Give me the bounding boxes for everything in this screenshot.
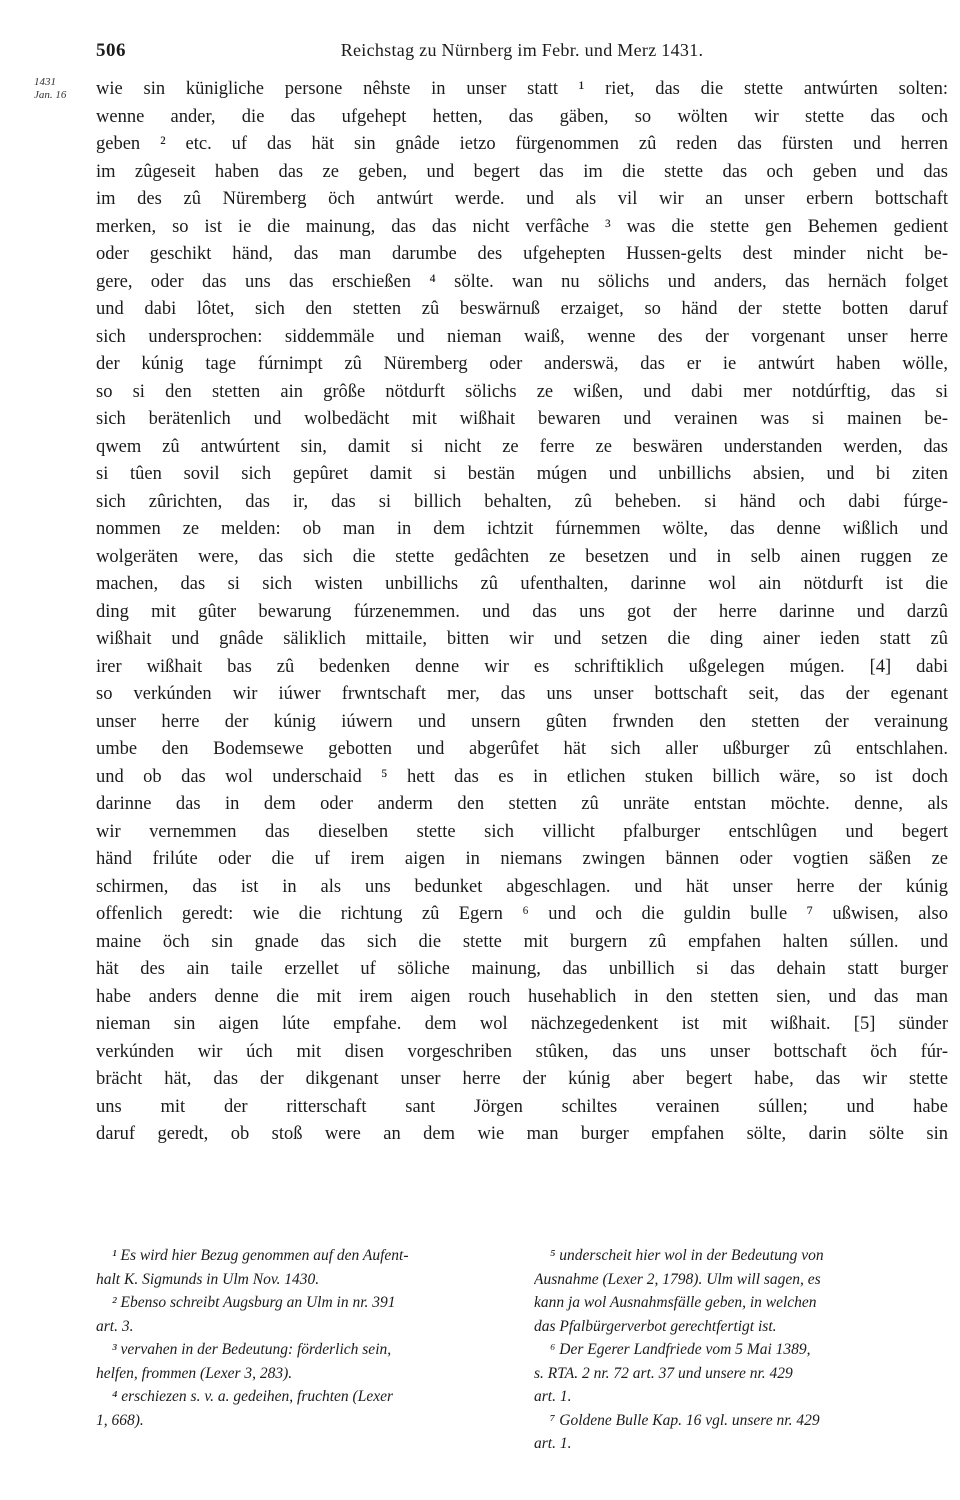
text-line: offenlich geredt: wie die richtung zû Egern ⁶ und och die guldin bulle ⁷ ußwisen, also <box>96 904 948 924</box>
text-line: habe anders denne die mit irem aigen rouch husehablich in den stetten sien, und das man <box>96 986 948 1007</box>
footnote-line: ¹ Es wird hier Bezug genommen auf den Aufent- <box>112 1247 409 1264</box>
footnote-line: ² Ebenso schreibt Augsburg an Ulm in nr. 391 <box>112 1294 396 1311</box>
footnote-line: art. 3. <box>96 1317 134 1335</box>
footnote-line: 1, 668). <box>96 1411 144 1429</box>
text-line: im zûgeseit haben das ze geben, und begert das im die stette das och geben und das <box>96 161 948 182</box>
text-line: oder geschikt händ, das man darumbe des ufgehepten Hussen-gelts dest minder nicht be- <box>96 244 948 264</box>
text-line: irer wißhait bas zû bedenken denne wir es schriftiklich ußgelegen múgen. [4] dabi <box>96 656 948 677</box>
text-line: qwem zû antwúrtent sin, damit si nicht ze ferre ze beswären understanden werden, das <box>96 436 948 457</box>
margin-date-note <box>34 76 90 102</box>
text-line: im des zû Nüremberg öch antwúrt werde. und als vil wir an unser erbern bottschaft <box>96 189 948 209</box>
margin-day: Jan. 16 <box>34 89 67 101</box>
text-line: verkúnden wir úch mit disen vorgeschriben stûken, das uns unser bottschaft öch fúr- <box>96 1041 948 1062</box>
text-line: händ frilúte oder die uf irem aigen in niemans zwingen bännen oder vogtien säßen ze <box>96 849 948 869</box>
text-line: sich zûrichten, das ir, das si billich behalten, zû beheben. si händ och dabi fúrge- <box>96 491 948 512</box>
text-line: und dabi lôtet, sich den stetten zû beswärnuß erzaiget, so händ der stette botten daruf <box>96 299 948 319</box>
text-line: maine öch sin gnade das sich die stette mit burgern zû empfahen halten súllen. und <box>96 931 948 952</box>
page-header <box>96 40 948 66</box>
text-line: wie sin künigliche persone nêhste in unser statt ¹ riet, das die stette antwúrten solten: <box>96 79 948 99</box>
running-title: Reichstag zu Nürnberg im Febr. und Merz 1431. <box>340 40 704 60</box>
footnote-line: ⁷ Goldene Bulle Kap. 16 vgl. unsere nr. 429 <box>550 1411 820 1429</box>
footnote-line: helfen, frommen (Lexer 3, 283). <box>96 1364 293 1382</box>
text-line: gere, oder das uns das erschießen ⁴ sölte. wan nu sölichs und anders, das hernäch folget <box>96 271 948 292</box>
text-line: unser herre der kúnig iúwern und unsern gûten frwnden den stetten der verainung <box>96 711 948 732</box>
footnotes-right-column <box>534 1244 949 1456</box>
footnote-line: s. RTA. 2 nr. 72 art. 37 und unsere nr. 429 <box>534 1364 793 1382</box>
footnote-line: halt K. Sigmunds in Ulm Nov. 1430. <box>96 1270 320 1288</box>
text-line: sich berätenlich und wolbedächt mit wißhait bewaren und verainen was si mainen be- <box>96 409 948 429</box>
footnotes-left-column <box>96 1244 511 1432</box>
text-line: wenne ander, die das ufgehept hetten, das gäben, so wölten wir stette das och <box>96 106 948 127</box>
main-text-body <box>96 76 948 1149</box>
text-line: umbe den Bodemsewe gebotten und abgerûfet hät sich aller ußburger zû entschlahen. <box>96 739 948 759</box>
footnote-line: ⁶ Der Egerer Landfriede vom 5 Mai 1389, <box>550 1341 811 1358</box>
text-line: so verkúnden wir iúwer frwntschaft mer, das uns unser bottschaft seit, das der egenant <box>96 684 948 704</box>
footnote-line: das Pfalbürgerverbot gerechtfertigt ist. <box>534 1317 777 1335</box>
text-line: daruf geredt, ob stoß were an dem wie man burger empfahen sölte, darin sölte sin <box>96 1124 948 1144</box>
footnote-line: ³ vervahen in der Bedeutung: förderlich sein, <box>112 1341 392 1358</box>
text-line: wolgeräten were, das sich die stette gedâchten ze besetzen und in selb ainen ruggen ze <box>96 546 948 567</box>
text-line: sich undersprochen: siddemmäle und nieman waiß, wenne des der vorgenant unser herre <box>96 326 948 347</box>
text-line: nommen ze melden: ob man in dem ichtzit fúrnemmen wölte, das denne wißlich und <box>96 519 948 539</box>
text-line: nieman sin aigen lúte empfahe. dem wol nächzegedenkent ist mit wißhait. [5] sünder <box>96 1014 948 1034</box>
text-line: so si den stetten ain grôße nötdurft sölichs ze wißen, und dabi mer notdúrftig, das si <box>96 381 948 402</box>
footnotes <box>96 1244 948 1464</box>
text-line: hät des ain taile erzellet uf söliche mainung, das unbillich si das dehain statt burger <box>96 959 948 979</box>
page-number: 506 <box>96 40 126 61</box>
text-line: wir vernemmen das dieselben stette sich villicht pfalburger entschlûgen und begert <box>96 821 948 842</box>
footnote-line: Ausnahme (Lexer 2, 1798). Ulm will sagen, es <box>534 1270 821 1288</box>
text-line: merken, so ist ie die mainung, das das nicht verfâche ³ was die stette gen Behemen gedient <box>96 216 948 237</box>
text-line: wißhait und gnâde säliklich mittaile, bitten wir und setzen die ding ainer ieden statt zû <box>96 629 948 649</box>
footnote-line: ⁴ erschiezen s. v. a. gedeihen, fruchten (Lexer <box>112 1388 393 1405</box>
text-line: machen, das si sich wisten unbillichs zû ufenthalten, darinne wol ain nötdurft ist die <box>96 574 948 594</box>
margin-year: 1431 <box>34 76 56 88</box>
text-line: darinne das in dem oder anderm den stetten zû unräte entstan möchte. denne, als <box>96 794 948 814</box>
text-line: der kúnig tage fúrnimpt zû Nüremberg oder anderswä, das er ie antwúrt haben wölle, <box>96 354 948 374</box>
text-line: ding mit gûter bewarung fúrzenemmen. und das uns got der herre darinne und darzû <box>96 601 948 622</box>
text-line: schirmen, das ist in als uns bedunket abgeschlagen. und hät unser herre der kúnig <box>96 876 948 897</box>
text-line: und ob das wol underschaid ⁵ hett das es in etlichen stuken billich wäre, so ist doch <box>96 766 948 787</box>
footnote-line: ⁵ underscheit hier wol in der Bedeutung von <box>550 1247 824 1264</box>
text-line: brächt hät, das der dikgenant unser herre der kúnig aber begert habe, das wir stette <box>96 1069 948 1089</box>
footnote-line: art. 1. <box>534 1435 572 1452</box>
text-line: uns mit der ritterschaft sant Jörgen schiltes verainen súllen; und habe <box>96 1096 948 1117</box>
footnote-line: kann ja wol Ausnahmsfälle geben, in welchen <box>534 1294 817 1311</box>
footnote-line: art. 1. <box>534 1388 572 1405</box>
text-line: geben ² etc. uf das hät sin gnâde ietzo fürgenommen zû reden das fürsten und herren <box>96 134 948 154</box>
text-line: si tûen sovil sich gepûret damit si bestän múgen und unbillichs absien, und bi ziten <box>96 464 948 484</box>
